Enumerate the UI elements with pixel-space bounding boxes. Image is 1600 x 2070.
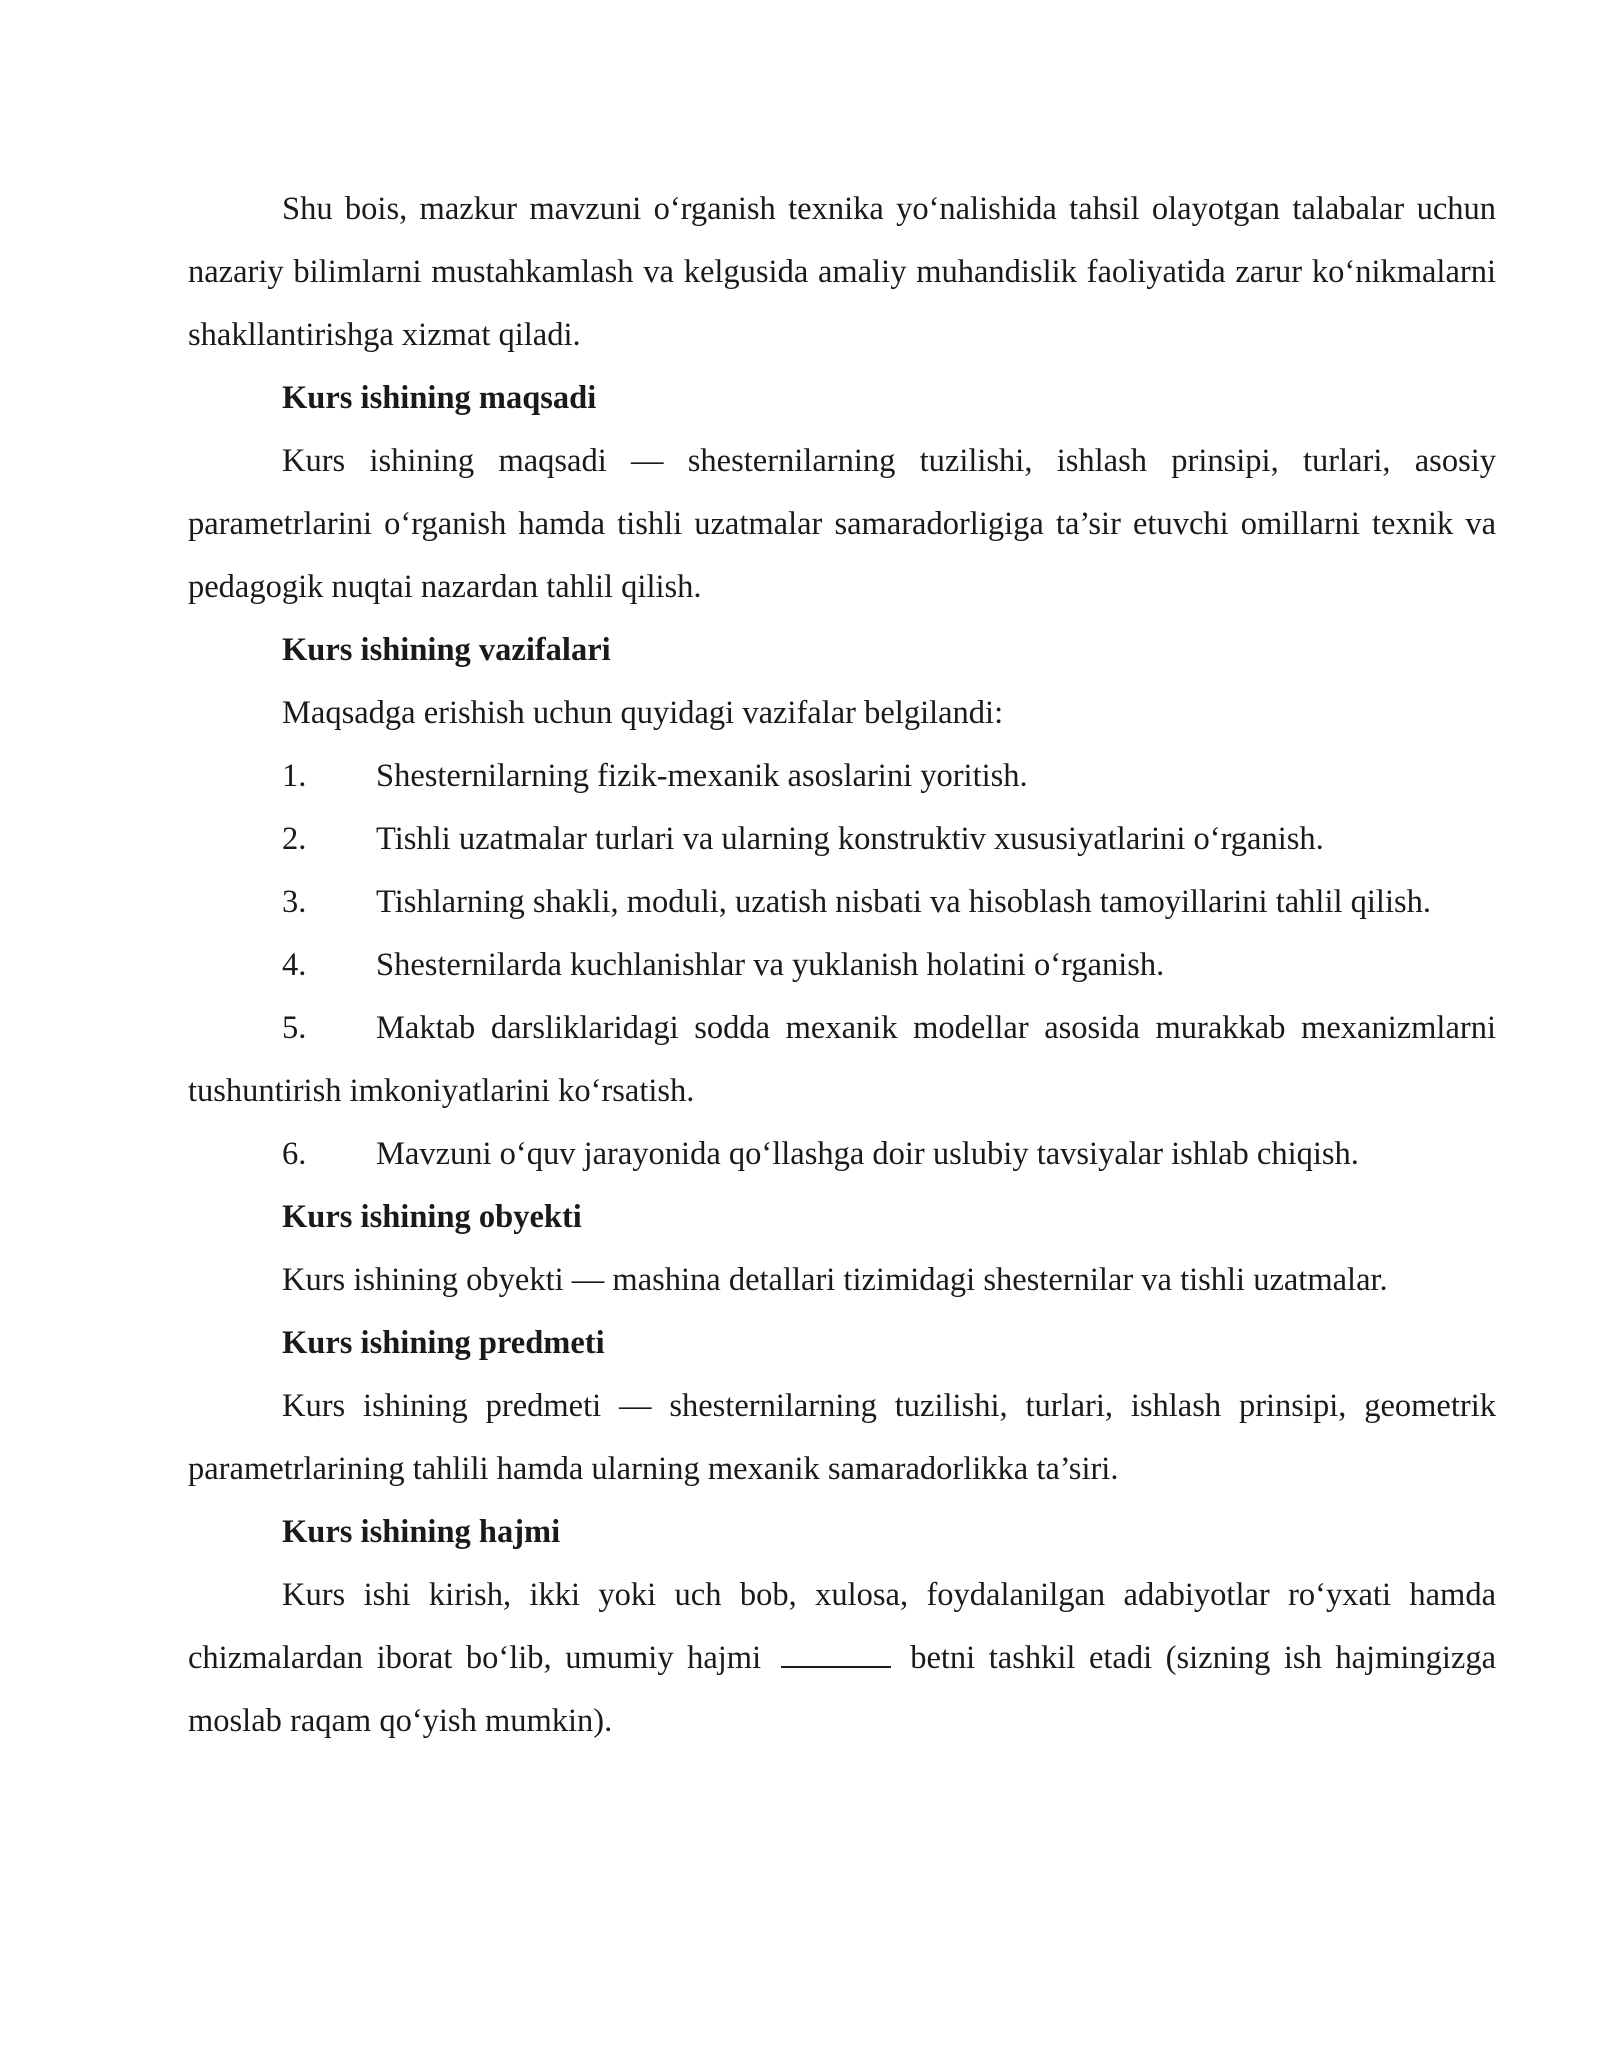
obyekt-paragraph: Kurs ishining obyekti — mashina detallari tizimidagi shesternilar va tishli uzatmalar. <box>282 1262 1388 1298</box>
task-item <box>188 934 1496 997</box>
task-number: 6. <box>282 1136 307 1172</box>
predmet-paragraph: Kurs ishining predmeti — shesternilarning tuzilishi, turlari, ishlash prinsipi, geometrik parametrlarining tahlili hamda ularning mexanik samaradorlikka ta’siri. <box>188 1388 1496 1487</box>
maqsad-heading: Kurs ishining maqsadi <box>282 380 597 416</box>
task-list <box>188 745 1496 1186</box>
hajm-text-after: betni tashkil etadi (sizning ish hajmingizga moslab raqam qo‘yish mumkin). <box>188 1640 1497 1739</box>
task-item <box>188 808 1496 871</box>
task-text: Maktab darsliklaridagi sodda mexanik modellar asosida murakkab mexanizmlarni tushuntirish imkoniyatlarini ko‘rsatish. <box>188 1010 1496 1109</box>
task-number: 3. <box>282 884 307 920</box>
task-text: Tishli uzatmalar turlari va ularning konstruktiv xususiyatlarini o‘rganish. <box>376 821 1324 857</box>
task-text: Tishlarning shakli, moduli, uzatish nisbati va hisoblash tamoyillarini tahlil qilish. <box>376 884 1431 920</box>
predmet-heading: Kurs ishining predmeti <box>282 1325 605 1361</box>
task-number: 1. <box>282 758 307 794</box>
task-number: 2. <box>282 821 307 857</box>
hajm-paragraph <box>188 1564 1496 1753</box>
vazifa-intro: Maqsadga erishish uchun quyidagi vazifalar belgilandi: <box>282 695 1004 731</box>
vazifa-heading: Kurs ishining vazifalari <box>282 632 611 668</box>
document-body <box>188 178 1496 1753</box>
task-text: Mavzuni o‘quv jarayonida qo‘llashga doir uslubiy tavsiyalar ishlab chiqish. <box>376 1136 1359 1172</box>
maqsad-paragraph: Kurs ishining maqsadi — shesternilarning tuzilishi, ishlash prinsipi, turlari, asosiy parametrlarini o‘rganish hamda tishli uzatmalar samaradorligiga ta’sir etuvchi omillarni texnik va pedagogik nuqtai nazardan tahlil qilish. <box>188 443 1496 605</box>
task-item <box>188 871 1496 934</box>
hajm-text-before: Kurs ishi kirish, ikki yoki uch bob, xulosa, foydalanilgan adabiyotlar ro‘yxati hamda chizmalardan iborat bo‘lib, umumiy hajmi <box>188 1577 1496 1676</box>
task-item <box>188 1123 1496 1186</box>
task-text: Shesternilarning fizik-mexanik asoslarini yoritish. <box>376 758 1028 794</box>
page-count-blank <box>781 1638 891 1668</box>
task-item <box>188 997 1496 1123</box>
hajm-heading: Kurs ishining hajmi <box>282 1514 561 1550</box>
intro-paragraph: Shu bois, mazkur mavzuni o‘rganish texnika yo‘nalishida tahsil olayotgan talabalar uchun nazariy bilimlarni mustahkamlash va kelgusida amaliy muhandislik faoliyatida zarur ko‘nikmalarni shakllantirishga xizmat qiladi. <box>188 191 1496 353</box>
task-item <box>188 745 1496 808</box>
task-text: Shesternilarda kuchlanishlar va yuklanish holatini o‘rganish. <box>376 947 1165 983</box>
obyekt-heading: Kurs ishining obyekti <box>282 1199 582 1235</box>
task-number: 4. <box>282 947 307 983</box>
task-number: 5. <box>282 1010 307 1046</box>
